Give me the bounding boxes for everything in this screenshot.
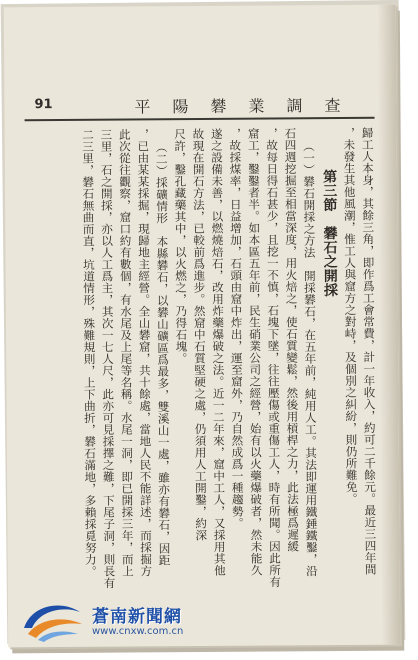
- page-header: [24, 91, 374, 121]
- text-column: 石四週挖掘至相當深度，用火焙之，使石質變鬆，然後用槓桿之力，此法極爲遲緩: [283, 127, 301, 553]
- text-column: （一）礬石開採之方法 開採礬石，在五年前，純用人工。其法即運用鐵錘鐵鑿，沿: [301, 139, 319, 577]
- text-column: 此次從往觀察，窟口約有數個，有水尾及上尾等名稱。水尾一洞，即已開採三年，而上: [117, 128, 135, 577]
- site-watermark: [18, 596, 208, 644]
- text-column: ，已由某某採掘，現歸地主經營。全山礬窟，共十餘處，當地人民不能詳述，而採掘方: [136, 128, 154, 577]
- text-column: ，未發生其他風潮，惟工人與窟方之對峙，及個別之糾紛，則仍所難免。: [342, 126, 359, 505]
- text-column: ，故每日得石甚少，且挖一不慎，石塊下墜，往往壓傷或重傷工人，時有所聞。因此所有: [264, 127, 283, 588]
- text-column: 歸工人本身，其餘三角，即作爲工會常費，計一年收入，約可二千餘元。最近三四年間: [360, 126, 378, 576]
- page-number: 91: [34, 97, 53, 113]
- section-heading: 第三節 礬石之開採: [321, 169, 338, 297]
- text-column: ，故採煤率，日益增加，石頭由窟中炸出，運至窟外，乃自然成爲一種趨勢。: [228, 127, 245, 530]
- watermark-site-name: 蒼南新聞網: [92, 607, 182, 627]
- text-column: （二）採礦情形 本縣礬石，以礬山礦區爲最多，雙溪山一處，雖亦有礬石，因距: [154, 140, 172, 566]
- running-head-title: 平陽礬業調查: [134, 95, 363, 117]
- text-column: 二三里，礬石無曲而直，坑道情形，殊難規則，上下曲折，礬石滿地，多賴採覓努力。: [80, 128, 99, 578]
- watermark-url: www.cnxw.com.cn: [92, 626, 184, 637]
- book-page: [4, 5, 400, 648]
- swirl-logo-icon: [18, 598, 88, 642]
- text-column: 遂之設備未善，以燃燒焙石，改用炸藥爆破之法。近一二年來，窟中工人，又採用其他: [209, 127, 227, 577]
- text-column: 三里，石之開採，亦以人工爲主，其次一七人尺，此亦可見採擇之難，下尾子洞，則長有: [99, 128, 117, 589]
- text-column: 故現在開石方法，已較前爲進步。然窟中石質堅硬之處，仍須用人工開鑿，約深: [191, 127, 209, 542]
- text-column: 窟工，鑿鑿者半。如本區五年前，民生硝業公司之經營，始有以火藥爆破者，然未能久: [246, 127, 264, 577]
- text-column: 尺許，鑿孔藏藥其中，以火燃之，乃得石塊。: [172, 128, 189, 365]
- vertical-text-body: [31, 126, 380, 589]
